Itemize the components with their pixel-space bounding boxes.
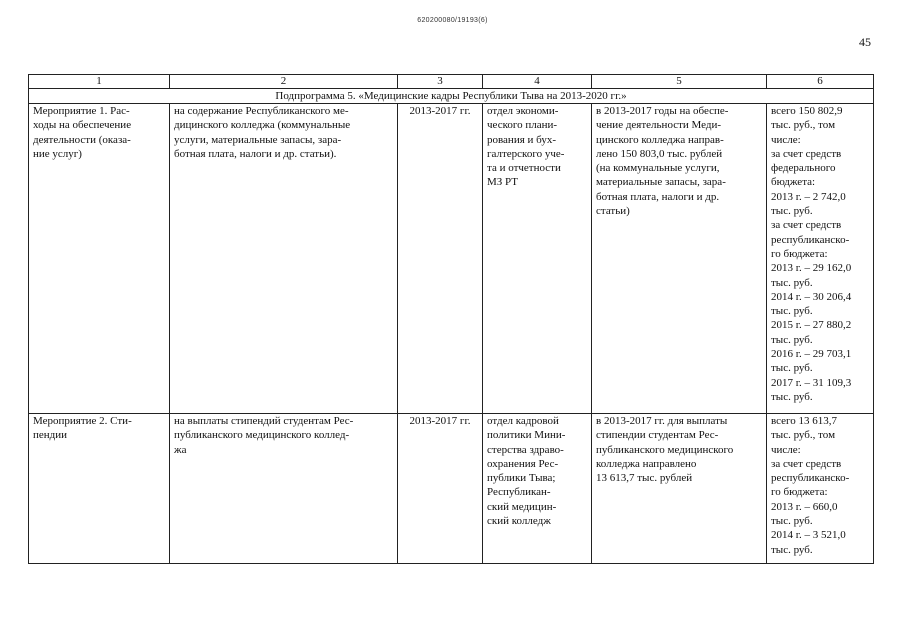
table-row <box>29 414 874 564</box>
cell-line: 2013 г. – 660,0 <box>771 500 838 513</box>
cell-line: колледжа направлено <box>596 457 697 470</box>
cell-line: ческого плани- <box>487 119 558 132</box>
cell-line: Республикан- <box>487 486 551 499</box>
executor-cell <box>483 414 592 564</box>
subprogram-table <box>28 74 874 564</box>
cell-line: тыс. руб., том <box>771 119 836 132</box>
cell-line: ботная плата, налоги и др. статьи). <box>174 147 337 160</box>
cell-line: бюджета: <box>771 176 816 189</box>
cell-line: всего 150 802,9 <box>771 105 843 117</box>
cell-line: лено 150 803,0 тыс. рублей <box>596 147 723 160</box>
purpose-cell <box>170 104 398 414</box>
cell-line: стерства здраво- <box>487 443 564 456</box>
cell-line: тыс. руб., том <box>771 429 836 442</box>
cell-line: ский колледж <box>487 515 551 528</box>
cell-line: ботная плата, налоги и др. <box>596 190 720 203</box>
executor-cell <box>483 104 592 414</box>
period-cell: 2013-2017 гг. <box>398 414 483 564</box>
cell-line: та и отчетности <box>487 162 561 175</box>
cell-line: го бюджета: <box>771 486 828 499</box>
cell-line: жа <box>174 443 187 456</box>
cell-line: всего 13 613,7 <box>771 415 838 427</box>
cell-line: 2013 г. – 2 742,0 <box>771 190 846 203</box>
cell-line: публики Тыва; <box>487 472 556 485</box>
purpose-cell <box>170 414 398 564</box>
cell-line: тыс. руб. <box>771 362 813 375</box>
cell-line: стипендии студентам Рес- <box>596 429 719 442</box>
column-number: 3 <box>398 75 483 89</box>
cell-line: статьи) <box>596 205 630 218</box>
cell-line: в 2013-2017 годы на обеспе- <box>596 105 729 117</box>
cell-line: 2014 г. – 30 206,4 <box>771 290 852 303</box>
cell-line: за счет средств <box>771 147 842 160</box>
event-cell <box>29 414 170 564</box>
event-cell <box>29 104 170 414</box>
cell-line: тыс. руб. <box>771 305 813 318</box>
cell-line: охранения Рес- <box>487 457 559 470</box>
cell-line: на выплаты стипендий студентам Рес- <box>174 415 354 427</box>
cell-line: услуги, материальные запасы, зара- <box>174 133 342 146</box>
cell-line: рования и бух- <box>487 133 556 146</box>
column-number-row <box>29 75 874 89</box>
cell-line: ние услуг) <box>33 147 82 160</box>
cell-line: Мероприятие 2. Сти- <box>33 415 132 427</box>
cell-line: тыс. руб. <box>771 205 813 218</box>
cell-line: дицинского колледжа (коммунальные <box>174 119 351 132</box>
column-number: 2 <box>170 75 398 89</box>
cell-line: 13 613,7 тыс. рублей <box>596 472 693 485</box>
cell-line: галтерского уче- <box>487 147 565 160</box>
cell-line: федерального <box>771 162 836 175</box>
result-cell <box>592 104 767 414</box>
cell-line: пендии <box>33 429 68 442</box>
subprogram-title: Подпрограмма 5. «Медицинские кадры Республики Тыва на 2013-2020 гг.» <box>29 89 874 104</box>
cell-line: за счет средств <box>771 219 842 232</box>
period-cell: 2013-2017 гг. <box>398 104 483 414</box>
cell-line: республиканско- <box>771 472 850 485</box>
cell-line: тыс. руб. <box>771 515 813 528</box>
cell-line: чение деятельности Меди- <box>596 119 722 132</box>
cell-line: республиканско- <box>771 233 850 246</box>
cell-line: 2015 г. – 27 880,2 <box>771 319 852 332</box>
cell-line: публиканского медицинского <box>596 443 734 456</box>
column-number: 5 <box>592 75 767 89</box>
cell-line: (на коммунальные услуги, <box>596 162 720 175</box>
cell-line: тыс. руб. <box>771 390 813 403</box>
cell-line: цинского колледжа направ- <box>596 133 724 146</box>
column-number: 4 <box>483 75 592 89</box>
page-number: 45 <box>859 35 871 49</box>
cell-line: числе: <box>771 133 801 146</box>
cell-line: ходы на обеспечение <box>33 119 132 132</box>
document-id: 620200080/19193(6) <box>417 17 488 24</box>
cell-line: материальные запасы, зара- <box>596 176 726 189</box>
cell-line: ский медицин- <box>487 500 557 513</box>
cell-line: на содержание Республиканского ме- <box>174 105 349 117</box>
cell-line: публиканского медицинского коллед- <box>174 429 350 442</box>
cell-line: тыс. руб. <box>771 276 813 289</box>
cell-line: тыс. руб. <box>771 543 813 556</box>
cell-line: отдел экономи- <box>487 105 559 117</box>
cell-line: го бюджета: <box>771 247 828 260</box>
column-number: 1 <box>29 75 170 89</box>
cell-line: МЗ РТ <box>487 176 519 189</box>
cell-line: политики Мини- <box>487 429 566 442</box>
cell-line: отдел кадровой <box>487 415 559 427</box>
result-cell <box>592 414 767 564</box>
subprogram-title-row <box>29 89 874 104</box>
cell-line: 2016 г. – 29 703,1 <box>771 348 852 361</box>
cell-line: за счет средств <box>771 457 842 470</box>
funding-cell <box>767 104 874 414</box>
cell-line: тыс. руб. <box>771 333 813 346</box>
cell-line: деятельности (оказа- <box>33 133 131 146</box>
cell-line: 2014 г. – 3 521,0 <box>771 529 846 542</box>
table-row <box>29 104 874 414</box>
cell-line: Мероприятие 1. Рас- <box>33 105 130 117</box>
cell-line: 2013 г. – 29 162,0 <box>771 262 852 275</box>
column-number: 6 <box>767 75 874 89</box>
cell-line: в 2013-2017 гг. для выплаты <box>596 415 728 427</box>
cell-line: 2017 г. – 31 109,3 <box>771 376 852 389</box>
funding-cell <box>767 414 874 564</box>
cell-line: числе: <box>771 443 801 456</box>
